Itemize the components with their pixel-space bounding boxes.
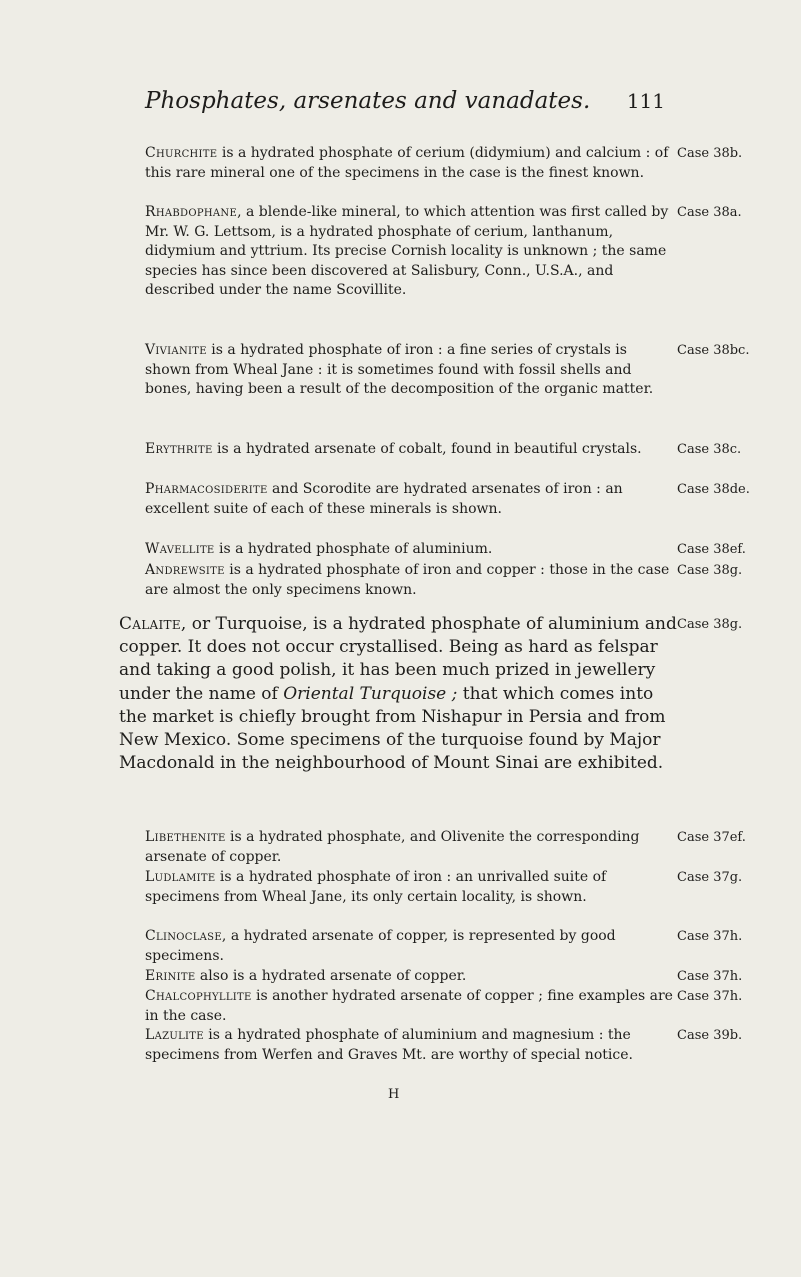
- entry-libethenite: [145, 828, 675, 867]
- entry-pharmacosiderite: [145, 480, 675, 519]
- page-number: 111: [626, 89, 665, 113]
- entry-term: Chalcophyllite: [145, 988, 252, 1004]
- case-reference: Case 39b.: [677, 1028, 743, 1043]
- case-reference: Case 37g.: [677, 870, 743, 885]
- case-reference: Case 38bc.: [677, 343, 750, 358]
- entry-text: , or Turquoise, is a hydrated phosphate of aluminium and copper. It does not occur crystallised. Being as hard as felspar and taking a good polish, it has been much prized in jewellery under the name of: [119, 614, 677, 704]
- italic-name: Oriental Turquoise ;: [283, 683, 458, 704]
- entry-text: , a hydrated arsenate of copper, is represented by good specimens.: [145, 928, 616, 964]
- signature-mark: H: [388, 1087, 400, 1102]
- case-reference: Case 37ef.: [677, 830, 746, 845]
- entry-churchite: [145, 144, 675, 183]
- entry-term: Andrewsite: [145, 562, 225, 578]
- entry-term: Clinoclase: [145, 928, 222, 944]
- entry-text: is a hydrated phosphate of iron : an unrivalled suite of specimens from Wheal Jane, its only certain locality, is shown.: [145, 869, 607, 905]
- entry-term: Libethenite: [145, 829, 226, 845]
- running-header: [145, 86, 665, 116]
- entry-text: that which comes into the market is chiefly brought from Nishapur in Persia and from New Mexico. Some specimens of the turquoise found by Major Macdonald in the neighbourhood of Mount Sinai are exhibited.: [119, 683, 666, 774]
- entry-term: Ludlamite: [145, 869, 216, 885]
- case-reference: Case 38g.: [677, 563, 743, 578]
- entry-term: Churchite: [145, 145, 218, 161]
- entry-text: is a hydrated phosphate of aluminium and magnesium : the specimens from Werfen and Graves Mt. are worthy of special notice.: [145, 1027, 633, 1063]
- entry-term: Lazulite: [145, 1027, 204, 1043]
- entry-text: and Scorodite are hydrated arsenates of iron : an excellent suite of each of these minerals is shown.: [145, 481, 623, 517]
- case-reference: Case 37h.: [677, 969, 743, 984]
- entry-chalcophyllite: [145, 987, 675, 1026]
- case-reference: Case 38c.: [677, 442, 742, 457]
- entry-term: Vivianite: [145, 342, 207, 358]
- entry-term: Erinite: [145, 968, 196, 984]
- case-reference: Case 38ef.: [677, 542, 746, 557]
- entry-text: also is a hydrated arsenate of copper.: [195, 968, 467, 984]
- case-reference: Case 38g.: [677, 617, 743, 632]
- entry-lazulite: [145, 1026, 675, 1065]
- entry-text: is a hydrated phosphate of aluminium.: [214, 541, 493, 557]
- entry-term: Calaite: [119, 614, 181, 634]
- entry-vivianite: [145, 341, 675, 400]
- header-title: Phosphates, arsenates and vanadates.: [145, 88, 591, 114]
- entry-text: is a hydrated phosphate of iron : a fine series of crystals is shown from Wheal Jane : it is sometimes found with fossil shells and bones, having been a result of the decomposition of the organic matter.: [145, 342, 654, 397]
- entry-ludlamite: [145, 868, 675, 907]
- entry-text: is a hydrated arsenate of cobalt, found in beautiful crystals.: [212, 441, 642, 457]
- case-reference: Case 37h.: [677, 989, 743, 1004]
- entry-wavellite: [145, 540, 675, 560]
- entry-erinite: [145, 967, 675, 987]
- entry-rhabdophane: [145, 203, 675, 301]
- calaite-paragraph: [119, 613, 679, 775]
- case-reference: Case 38a.: [677, 205, 742, 220]
- entry-text: , a blende-like mineral, to which attention was first called by Mr. W. G. Lettsom, is a hydrated phosphate of cerium, lanthanum, didymium and yttrium. Its precise Cornish locality is unknown ; the same species has since been discovered at Salisbury, Conn., U.S.A., and described under the name Scovillite.: [145, 204, 669, 298]
- entry-erythrite: [145, 440, 675, 460]
- entry-andrewsite: [145, 561, 675, 600]
- entry-text: is a hydrated phosphate, and Olivenite the corresponding arsenate of copper.: [145, 829, 640, 865]
- entry-term: Pharmacosiderite: [145, 481, 268, 497]
- entry-clinoclase: [145, 927, 675, 966]
- entry-text: is another hydrated arsenate of copper ; fine examples are in the case.: [145, 988, 673, 1024]
- case-reference: Case 38de.: [677, 482, 750, 497]
- case-reference: Case 38b.: [677, 146, 743, 161]
- entry-term: Erythrite: [145, 441, 213, 457]
- entry-term: Rhabdophane: [145, 204, 238, 220]
- entry-text: is a hydrated phosphate of cerium (didymium) and calcium : of this rare mineral one of the specimens in the case is the finest known.: [145, 145, 669, 181]
- entry-term: Wavellite: [145, 541, 215, 557]
- case-reference: Case 37h.: [677, 929, 743, 944]
- entry-text: is a hydrated phosphate of iron and copper : those in the case are almost the only specimens known.: [145, 562, 670, 598]
